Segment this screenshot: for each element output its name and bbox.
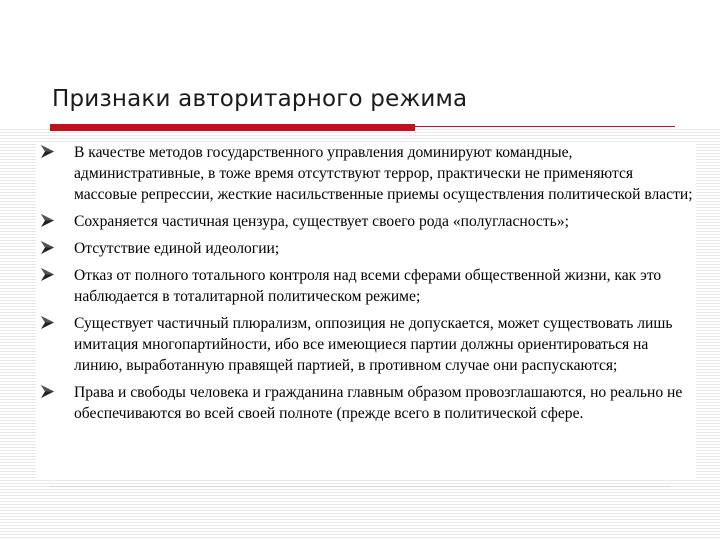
arrow-bullet-icon	[40, 240, 55, 255]
list-item	[36, 313, 696, 376]
list-item	[36, 382, 696, 424]
arrow-bullet-icon	[40, 384, 55, 399]
bottom-divider	[50, 486, 670, 487]
list-item	[36, 142, 696, 205]
title-underline-bar	[50, 124, 415, 131]
list-item	[36, 265, 696, 307]
title-underline-line	[415, 126, 675, 127]
list-item-text: Существует частичный плюрализм, оппозиция не допускается, может существовать лишь имитация многопартийности, ибо все имеющиеся партии должны ориентироваться на линию, выработанную правящей партией, в противном случае они распускаются;	[74, 315, 673, 374]
list-item-text: Отказ от полного тотального контроля над всеми сферами общественной жизни, как это наблюдается в тоталитарной политическом режиме;	[74, 267, 662, 305]
list-item-text: Сохраняется частичная цензура, существует своего рода «полугласность»;	[74, 213, 569, 230]
arrow-bullet-icon	[40, 267, 55, 282]
list-item-text: Права и свободы человека и гражданина главным образом провозглашаются, но реально не обеспечиваются во всей своей полноте (прежде всего в политической сфере.	[74, 384, 683, 422]
bullet-list	[36, 142, 696, 478]
list-item-text: Отсутствие единой идеологии;	[74, 240, 280, 257]
slide-title: Признаки авторитарного режима	[52, 86, 468, 112]
arrow-bullet-icon	[40, 315, 55, 330]
arrow-bullet-icon	[40, 213, 55, 228]
arrow-bullet-icon	[40, 144, 55, 159]
list-item	[36, 238, 696, 259]
list-item-text: В качестве методов государственного управления доминируют командные, административные, в тоже время отсутствуют террор, практически не применяются массовые репрессии, жесткие насильственные приемы осуществления политической власти;	[74, 144, 693, 203]
list-item	[36, 211, 696, 232]
